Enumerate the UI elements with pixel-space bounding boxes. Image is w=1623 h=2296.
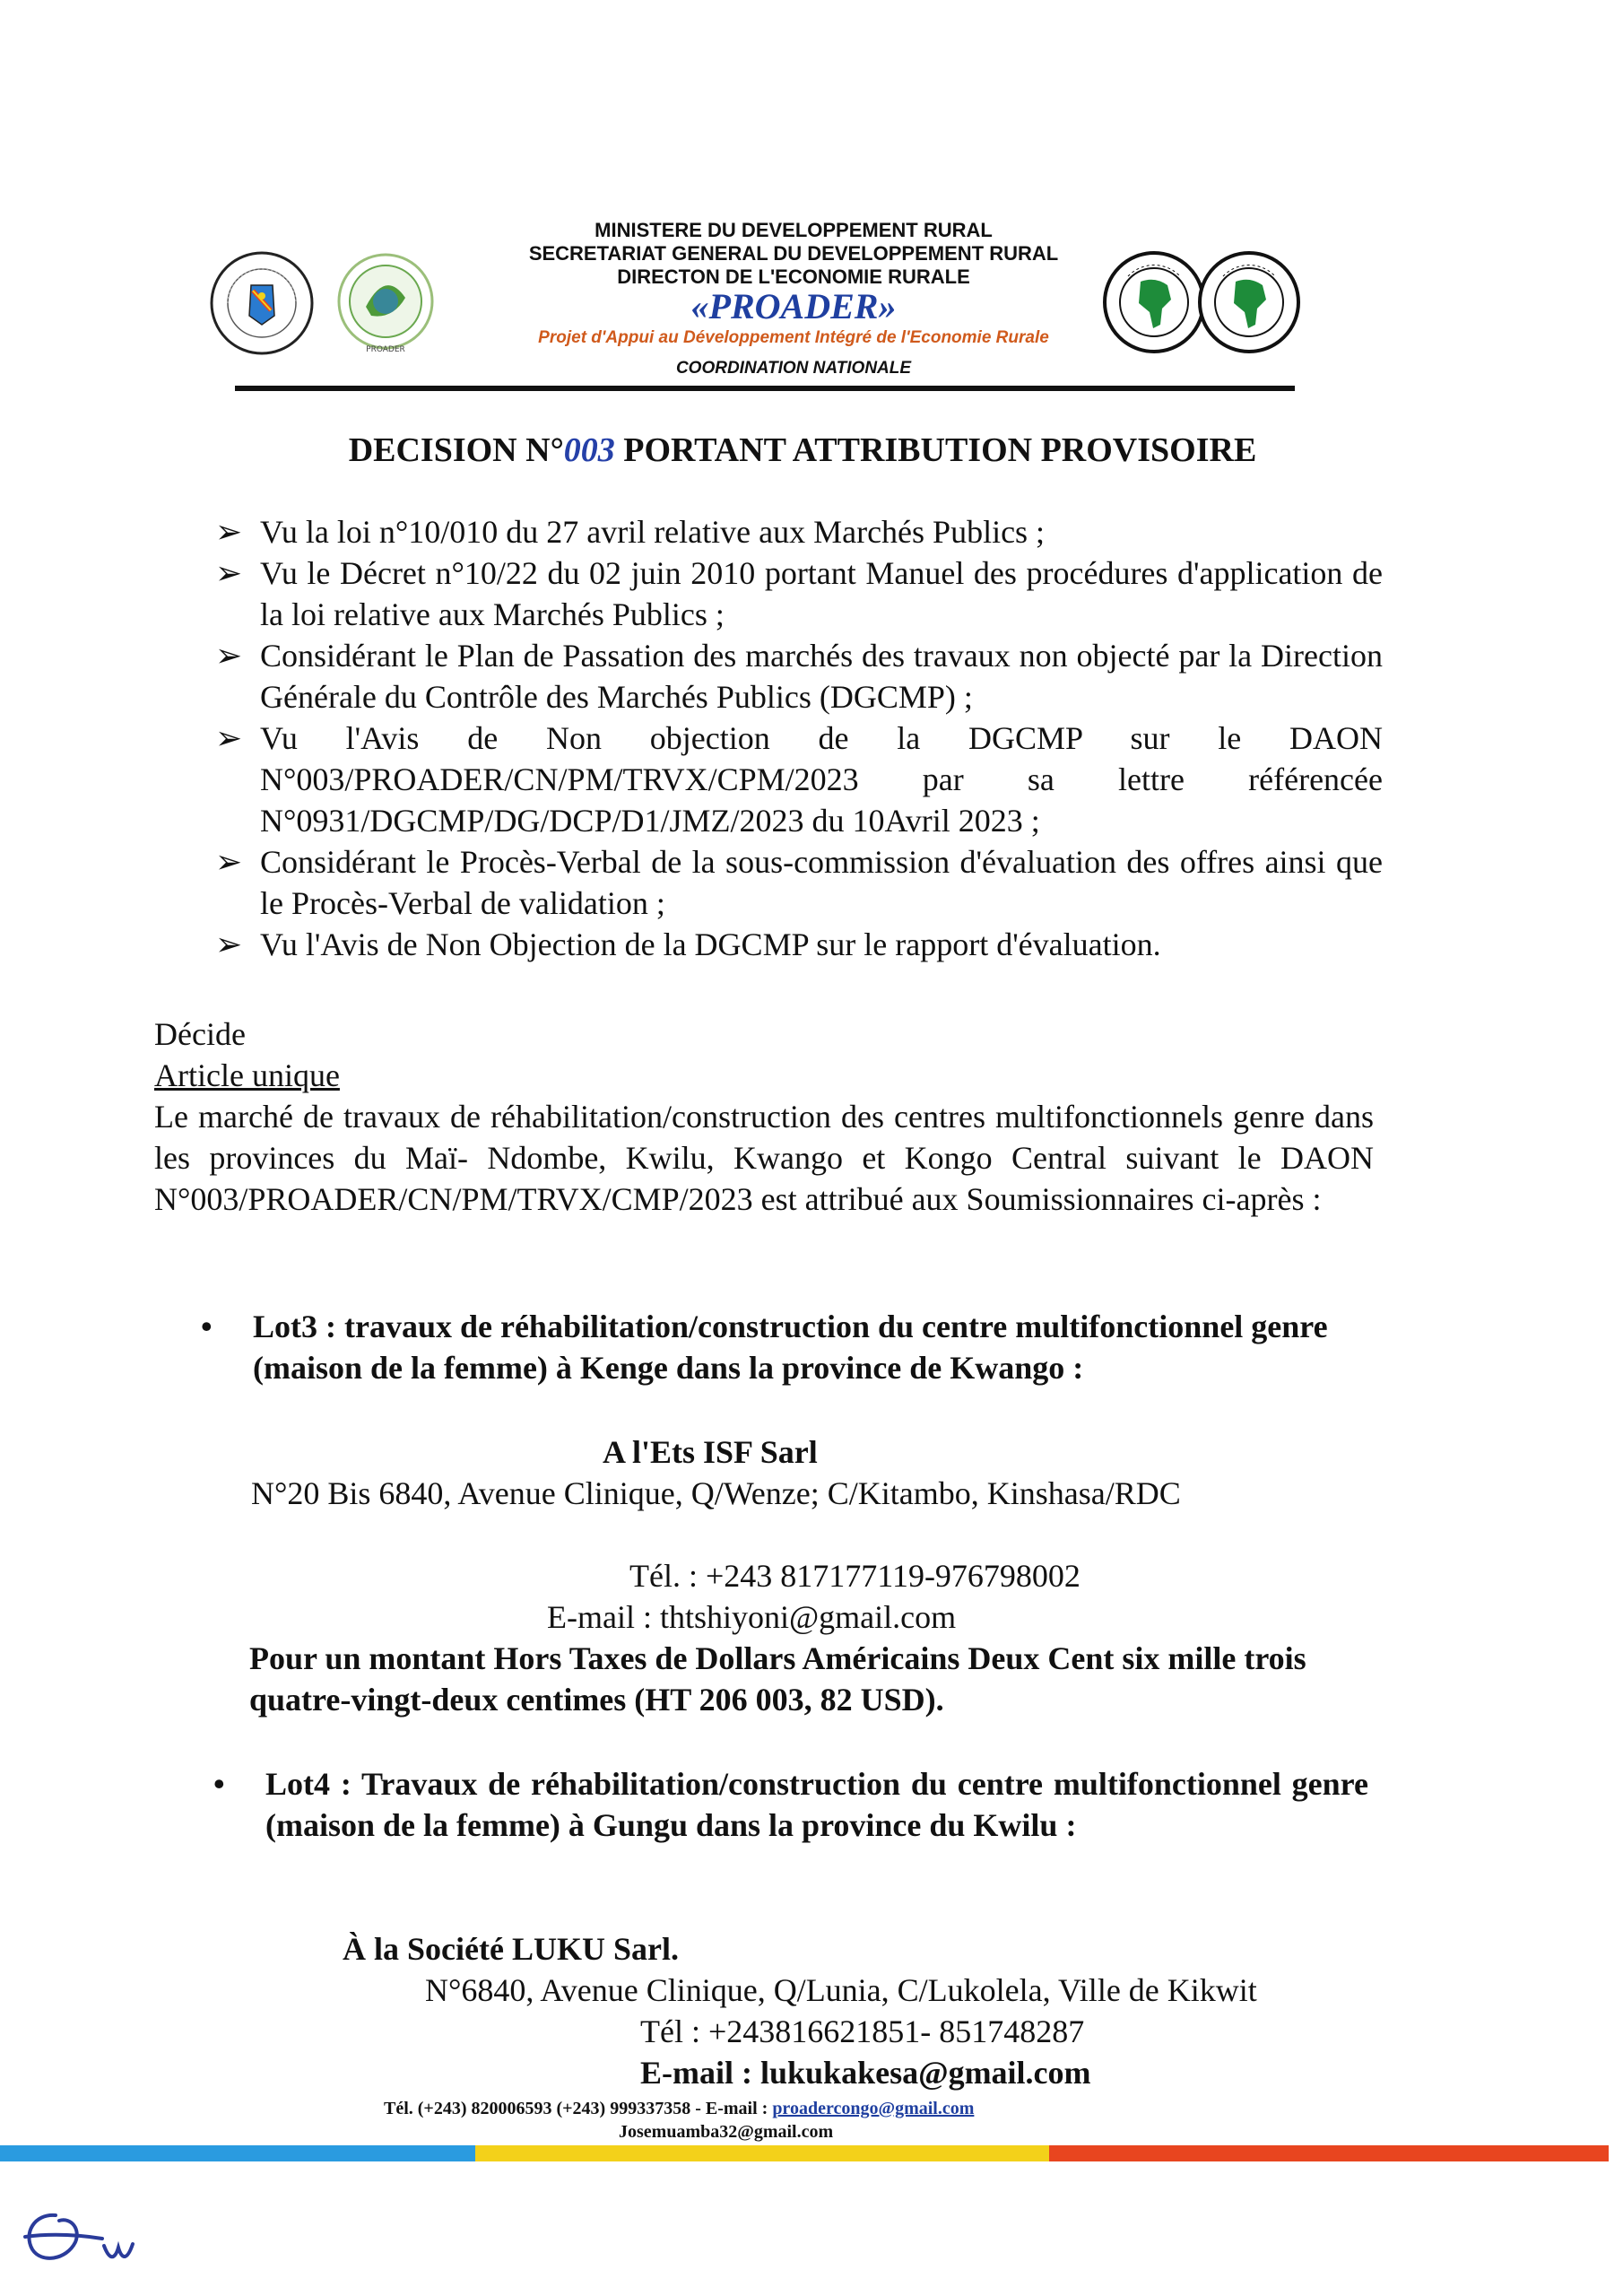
footer-contact <box>384 2099 974 2119</box>
title-prefix: DECISION N° <box>348 431 564 469</box>
drc-government-seal-logo <box>208 249 316 357</box>
header-program-full: Projet d'Appui au Développement Intégré de l'Economie Rurale <box>538 328 1049 347</box>
lot3-email: E-mail : thtshiyoni@gmail.com <box>547 1599 957 1635</box>
consideration-item: ➢ Vu l'Avis de Non Objection de la DGCMP sur le rapport d'évaluation. <box>215 924 1383 965</box>
consideration-item: ➢ Vu le Décret n°10/22 du 02 juin 2010 portant Manuel des procédures d'application de la loi relative aux Marchés Publics ; <box>215 552 1383 635</box>
decision-title <box>242 430 1363 470</box>
footer-bar-yellow <box>475 2145 1049 2161</box>
african-development-fund-logo-2 <box>1196 249 1302 355</box>
lot3-address: N°20 Bis 6840, Avenue Clinique, Q/Wenze; C/Kitambo, Kinshasa/RDC <box>251 1475 1181 1511</box>
bullet-icon: • <box>213 1766 225 1802</box>
proader-logo-text: PROADER <box>366 345 405 354</box>
header-secretariat: SECRETARIAT GENERAL DU DEVELOPPEMENT RURAL <box>528 242 1059 265</box>
header-direction: DIRECTON DE L'ECONOMIE RURALE <box>617 265 970 288</box>
header-divider <box>235 386 1295 391</box>
consideration-item: ➢ Considérant le Procès-Verbal de la sous-commission d'évaluation des offres ainsi que le Procès-Verbal de validation ; <box>215 841 1383 924</box>
footer-bar-blue <box>0 2145 475 2161</box>
article-heading: Article unique <box>154 1057 340 1093</box>
title-suffix: PORTANT ATTRIBUTION PROVISOIRE <box>614 431 1257 469</box>
consideration-item: ➢ Considérant le Plan de Passation des marchés des travaux non objecté par la Direction Générale du Contrôle des Marchés Publics (DGCMP) ; <box>215 635 1383 718</box>
decision-text: Le marché de travaux de réhabilitation/construction des centres multifonctionnels genre dans les provinces du Maï- Ndombe, Kwilu, Kwango et Kongo Central suivant le DAON N°003/PROADER/CN/PM/TRVX/CMP/2023 est attribué aux Soumissionnaires ci-après : <box>154 1099 1374 1217</box>
decide-label: Décide <box>154 1016 246 1052</box>
arrow-bullet-icon: ➢ <box>215 555 243 591</box>
lot3-amount: Pour un montant Hors Taxes de Dollars Américains Deux Cent six mille trois quatre-vingt-deux centimes (HT 206 003, 82 USD). <box>249 1640 1306 1718</box>
lot4-phone: Tél : +243816621851- 851748287 <box>640 2013 1085 2049</box>
lot3-phone: Tél. : +243 817177119-976798002 <box>629 1558 1081 1594</box>
considerations-list <box>215 511 1383 965</box>
lot4-company: À la Société LUKU Sarl. <box>343 1931 679 1967</box>
arrow-bullet-icon: ➢ <box>215 844 243 880</box>
arrow-bullet-icon: ➢ <box>215 514 243 550</box>
consideration-item: ➢ Vu l'Avis de Non objection de la DGCMP sur le DAON N°003/PROADER/CN/PM/TRVX/CPM/2023 par sa lettre référencée N°0931/DGCMP/DG/DCP/D1/JMZ/2023 du 10Avril 2023 ; <box>215 718 1383 841</box>
footer-phones: Tél. (+243) 820006593 (+243) 999337358 - E-mail : <box>384 2099 773 2118</box>
lot4-email: E-mail : lukukakesa@gmail.com <box>640 2055 1091 2091</box>
handwritten-initials-signature <box>16 2197 169 2278</box>
lot4-address: N°6840, Avenue Clinique, Q/Lunia, C/Lukolela, Ville de Kikwit <box>425 1972 1257 2008</box>
arrow-bullet-icon: ➢ <box>215 720 243 756</box>
footer-bar-red <box>1049 2145 1609 2161</box>
decision-number: 003 <box>563 431 615 469</box>
footer-email2: Josemuamba32@gmail.com <box>619 2122 834 2142</box>
arrow-bullet-icon: ➢ <box>215 638 243 674</box>
consideration-item: ➢ Vu la loi n°10/010 du 27 avril relative aux Marchés Publics ; <box>215 511 1383 552</box>
header-ministry: MINISTERE DU DEVELOPPEMENT RURAL <box>595 219 993 241</box>
header-program: «PROADER» <box>690 286 897 326</box>
lot3-title: • Lot3 : travaux de réhabilitation/construction du centre multifonctionnel genre (maison de la femme) à Kenge dans la province de Kwango : <box>253 1306 1374 1388</box>
lot4-title: • Lot4 : Travaux de réhabilitation/construction du centre multifonctionnel genre (maison de la femme) à Gungu dans la province du Kwilu : <box>265 1763 1368 1846</box>
lot3-company: A l'Ets ISF Sarl <box>603 1434 818 1470</box>
bullet-icon: • <box>201 1309 213 1344</box>
footer-email-link[interactable]: proadercongo@gmail.com <box>772 2099 975 2118</box>
arrow-bullet-icon: ➢ <box>215 926 243 962</box>
header-coordination: COORDINATION NATIONALE <box>675 359 912 378</box>
